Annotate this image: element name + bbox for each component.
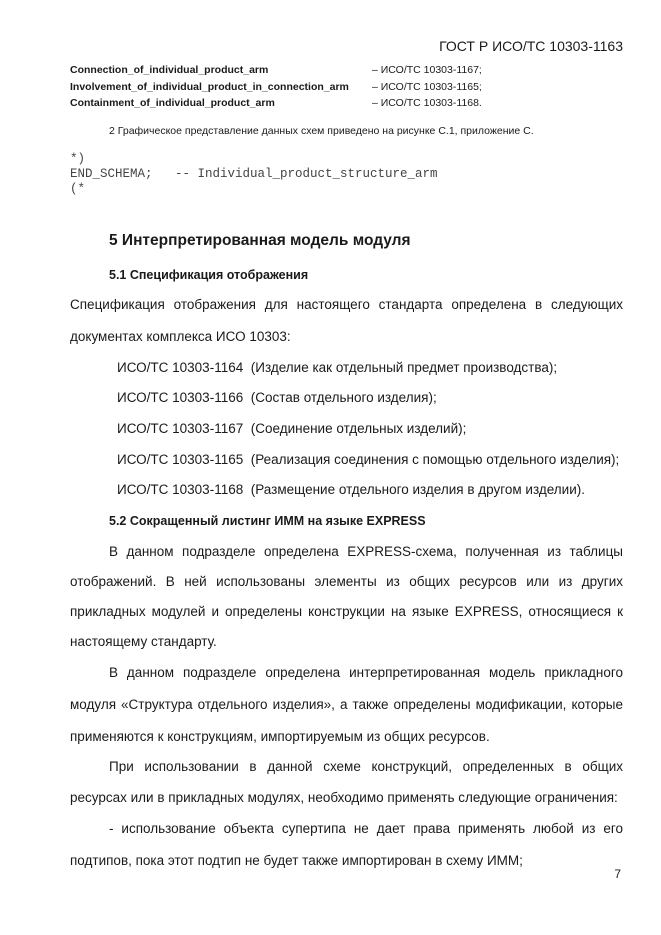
mapping-ref: – ИСО/ТС 10303-1168. xyxy=(372,97,482,109)
document-code: ИСО/ТС 10303-1164 xyxy=(117,360,244,375)
document-desc: (Соединение отдельных изделий); xyxy=(250,421,467,436)
list-item xyxy=(117,482,585,497)
mapping-name: Containment_of_individual_product_arm xyxy=(70,97,275,109)
paragraph-line: Спецификация отображения для настоящего стандарта определена в следующих xyxy=(70,297,623,312)
document-code: ИСО/ТС 10303-1168 xyxy=(117,482,244,497)
paragraph-line: настоящему стандарту. xyxy=(70,634,217,649)
document-code: ИСО/ТС 10303-1166 xyxy=(117,390,244,405)
mapping-name: Involvement_of_individual_product_in_connection_arm xyxy=(70,81,349,93)
section-heading: 5 Интерпретированная модель модуля xyxy=(109,232,411,249)
paragraph-line: модуля «Структура отдельного изделия», а также определены модификации, которые xyxy=(70,697,623,712)
list-item xyxy=(117,390,437,405)
mapping-ref: – ИСО/ТС 10303-1165; xyxy=(372,81,482,93)
subsection-heading: 5.2 Сокращенный листинг ИММ на языке EXPRESS xyxy=(109,514,426,528)
code-line: (* xyxy=(70,182,86,196)
document-code: ИСО/ТС 10303-1167 xyxy=(117,421,244,436)
paragraph-line: В данном подразделе определена EXPRESS-схема, полученная из таблицы xyxy=(109,544,623,559)
code-line: END_SCHEMA; -- Individual_product_structure_arm xyxy=(70,167,438,181)
document-desc: (Состав отдельного изделия); xyxy=(250,390,437,405)
paragraph-line: В данном подразделе определена интерпретированная модель прикладного xyxy=(109,665,623,680)
paragraph-line: При использовании в данной схеме конструкций, определенных в общих xyxy=(109,759,623,774)
mapping-name: Connection_of_individual_product_arm xyxy=(70,64,269,76)
document-code: ИСО/ТС 10303-1165 xyxy=(117,452,244,467)
note-text: 2 Графическое представление данных схем приведено на рисунке С.1, приложение С. xyxy=(109,125,534,137)
paragraph-line: подтипов, пока этот подтип не будет также импортирован в схему ИММ; xyxy=(70,853,523,868)
mapping-ref: – ИСО/ТС 10303-1167; xyxy=(372,64,482,76)
page-number: 7 xyxy=(614,867,621,881)
document-desc: (Реализация соединения с помощью отдельного изделия); xyxy=(250,452,620,467)
list-item xyxy=(117,421,466,436)
document-header: ГОСТ Р ИСО/ТС 10303-1163 xyxy=(439,38,623,54)
paragraph-line: - использование объекта супертипа не дает права применять любой из его xyxy=(109,821,623,836)
document-desc: (Изделие как отдельный предмет производства); xyxy=(250,360,558,375)
paragraph-line: применяются к конструкциям, импортируемым из общих ресурсов. xyxy=(70,729,490,744)
list-item xyxy=(117,360,557,375)
paragraph-line: прикладных модулей и определены конструкции на языке EXPRESS, относящиеся к xyxy=(70,604,623,619)
paragraph-line: документах комплекса ИСО 10303: xyxy=(70,329,291,344)
subsection-heading: 5.1 Спецификация отображения xyxy=(109,268,309,282)
document-desc: (Размещение отдельного изделия в другом изделии). xyxy=(250,482,586,497)
list-item xyxy=(117,452,619,467)
paragraph-line: отображений. В ней использованы элементы из общих ресурсов или из других xyxy=(70,574,623,589)
paragraph-line: ресурсах или в прикладных модулях, необходимо применять следующие ограничения: xyxy=(70,790,618,805)
code-line: *) xyxy=(70,152,86,166)
